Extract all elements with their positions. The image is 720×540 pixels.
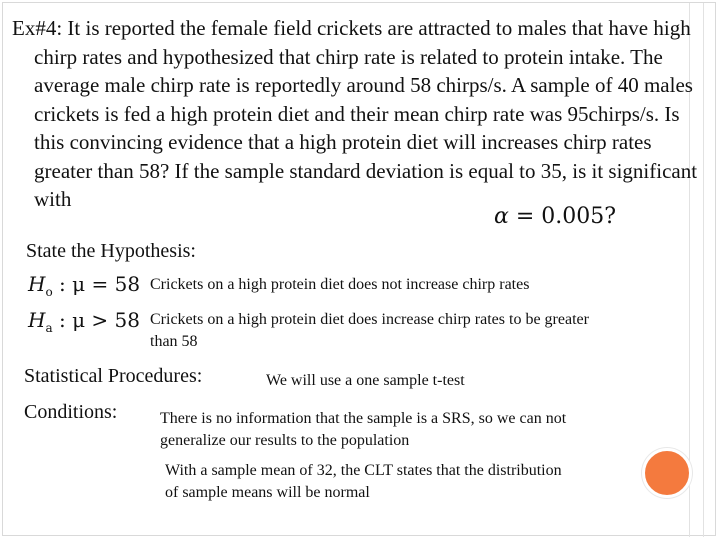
alt-sub: a — [45, 321, 53, 335]
procedures-heading: Statistical Procedures: — [24, 365, 203, 387]
null-hypothesis-description: Crickets on a high protein diet does not increase chirp rates — [150, 276, 530, 293]
significance-level — [494, 204, 616, 229]
condition-clt: With a sample mean of 32, the CLT states that the distribution of sample means will be normal — [165, 462, 562, 501]
null-sub: o — [45, 285, 53, 299]
condition-srs: There is no information that the sample is a SRS, so we can not generalize our results to the population — [160, 410, 567, 449]
null-expression: : μ = 58 — [52, 272, 141, 296]
problem-statement: Ex#4: It is reported the female field crickets are attracted to males that have high chirp rates and hypothesized that chirp rate is related to protein intake. The average male chirp rate is reportedly around 58 chirps/s. A sample of 40 males crickets is fed a high protein diet and their mean chirp rate was 95chirps/s. Is this convincing evidence that a high protein diet will increases chirp rates greater than 58? If the sample standard deviation is equal to 35, is it significant with — [12, 16, 698, 211]
hypothesis-heading: State the Hypothesis: — [26, 240, 196, 262]
alt-expression: : μ > 58 — [52, 308, 140, 332]
alternative-hypothesis — [28, 308, 140, 335]
null-hypothesis — [28, 272, 140, 299]
conditions-heading: Conditions: — [24, 401, 118, 423]
accent-circle-icon — [642, 448, 692, 498]
procedures-text: We will use a one sample t-test — [266, 372, 465, 389]
alpha-value: = 0.005? — [508, 204, 617, 229]
alternative-hypothesis-description: Crickets on a high protein diet does increase chirp rates to be greater than 58 — [150, 311, 589, 350]
null-h: H — [28, 272, 46, 296]
alpha-symbol: α — [494, 204, 509, 229]
alt-h: H — [28, 308, 46, 332]
